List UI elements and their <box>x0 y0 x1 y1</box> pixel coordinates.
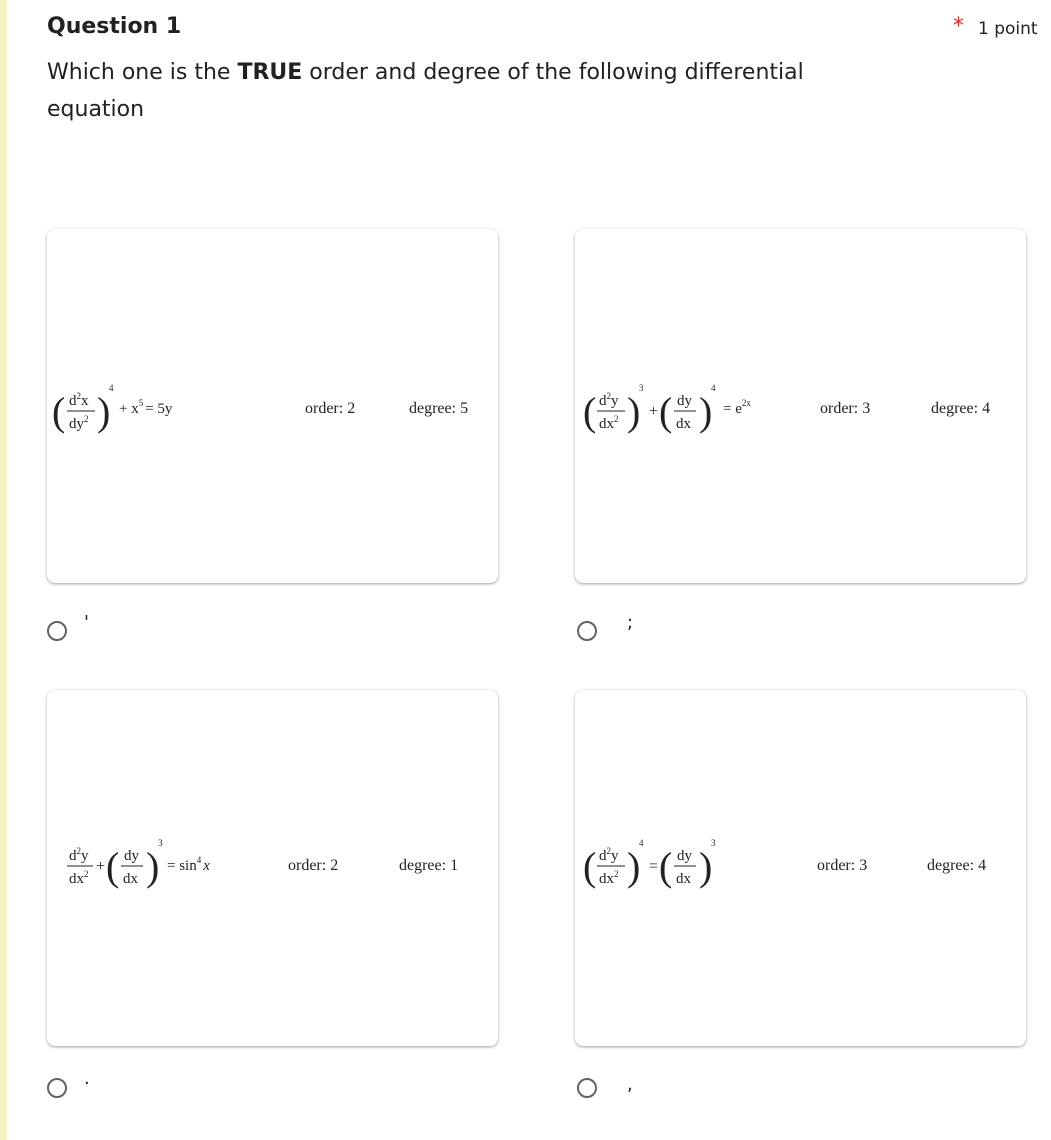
order-label-1: order: 2 <box>305 400 356 417</box>
option-radio-1[interactable] <box>47 621 67 641</box>
option-card-1[interactable] <box>47 229 498 583</box>
svg-text:d2x: $d^2x$ <box>69 391 89 409</box>
required-marker: * <box>953 14 964 39</box>
svg-text:+: + <box>649 403 659 420</box>
svg-text:= sin4x: = $\sin^4 x$ <box>167 855 210 874</box>
svg-text:d2y: $d^2y$ <box>599 391 619 409</box>
svg-text:dy: dy <box>124 848 139 864</box>
svg-text:4: 4 <box>109 383 114 393</box>
svg-text:3: 3 <box>158 838 163 848</box>
svg-text:3: 3 <box>711 838 716 848</box>
svg-text:dy: dy <box>677 848 692 864</box>
degree-label-1: degree: 5 <box>409 400 469 417</box>
order-label-2: order: 3 <box>820 400 871 417</box>
option-card-3[interactable] <box>47 690 498 1046</box>
svg-text:(: ( <box>106 844 120 889</box>
svg-text:(: ( <box>583 844 597 889</box>
svg-text:dx: dx <box>676 871 691 887</box>
svg-text:): ) <box>699 389 713 434</box>
option-label-4: , <box>627 1074 633 1095</box>
svg-text:d2y: $d^2y$ <box>599 846 619 864</box>
svg-text:dx: dx <box>123 871 138 887</box>
svg-text:(: ( <box>583 389 597 434</box>
equation-graphic-1 <box>47 229 498 583</box>
svg-text:+: + <box>96 858 106 875</box>
option-label-3: . <box>84 1068 90 1089</box>
question-title: Question 1 <box>47 14 182 39</box>
svg-text:dx2: $dx^2$ <box>599 414 619 432</box>
equation-graphic-2 <box>575 229 1026 583</box>
svg-text:4: 4 <box>639 838 644 848</box>
degree-label-4: degree: 4 <box>927 857 987 874</box>
svg-text:dy: dy <box>677 393 692 409</box>
degree-label-2: degree: 4 <box>931 400 991 417</box>
question-bold-word: TRUE <box>237 60 303 85</box>
equation-graphic-3 <box>47 690 498 1046</box>
svg-text:): ) <box>146 844 160 889</box>
svg-text:(: ( <box>659 844 673 889</box>
points-label: 1 point <box>978 19 1038 39</box>
svg-text:d2y: $d^2y$ <box>69 846 89 864</box>
svg-text:dx: dx <box>676 416 691 432</box>
option-radio-4[interactable] <box>577 1078 597 1098</box>
svg-text:): ) <box>699 844 713 889</box>
option-radio-2[interactable] <box>577 621 597 641</box>
option-card-2[interactable] <box>575 229 1026 583</box>
svg-text:dy2: $dy^2$ <box>69 414 89 432</box>
svg-text:): ) <box>627 844 641 889</box>
svg-text:): ) <box>97 389 111 434</box>
question-text: Which one is the TRUE order and degree of the following differential equation <box>47 60 804 122</box>
svg-text:(: ( <box>659 389 673 434</box>
option-label-1: ' <box>84 612 89 633</box>
option-label-2: ; <box>627 612 634 633</box>
degree-label-3: degree: 1 <box>399 857 459 874</box>
option-card-4[interactable] <box>575 690 1026 1046</box>
option-radio-3[interactable] <box>47 1078 67 1098</box>
order-label-3: order: 2 <box>288 857 339 874</box>
left-accent-bar <box>0 0 7 1140</box>
equation-graphic-4 <box>575 690 1026 1046</box>
svg-text:dx2: $dx^2$ <box>69 869 89 887</box>
svg-text:=: = <box>649 858 659 875</box>
svg-text:dx2: $dx^2$ <box>599 869 619 887</box>
svg-text:4: 4 <box>711 383 716 393</box>
order-label-4: order: 3 <box>817 857 868 874</box>
svg-text:3: 3 <box>639 383 644 393</box>
svg-text:= e2x: = $e^{2x}$ <box>723 398 751 417</box>
svg-text:+ x5= 5y: + $x^5 = 5y$ <box>119 398 173 417</box>
svg-text:): ) <box>627 389 641 434</box>
svg-text:(: ( <box>52 389 66 434</box>
